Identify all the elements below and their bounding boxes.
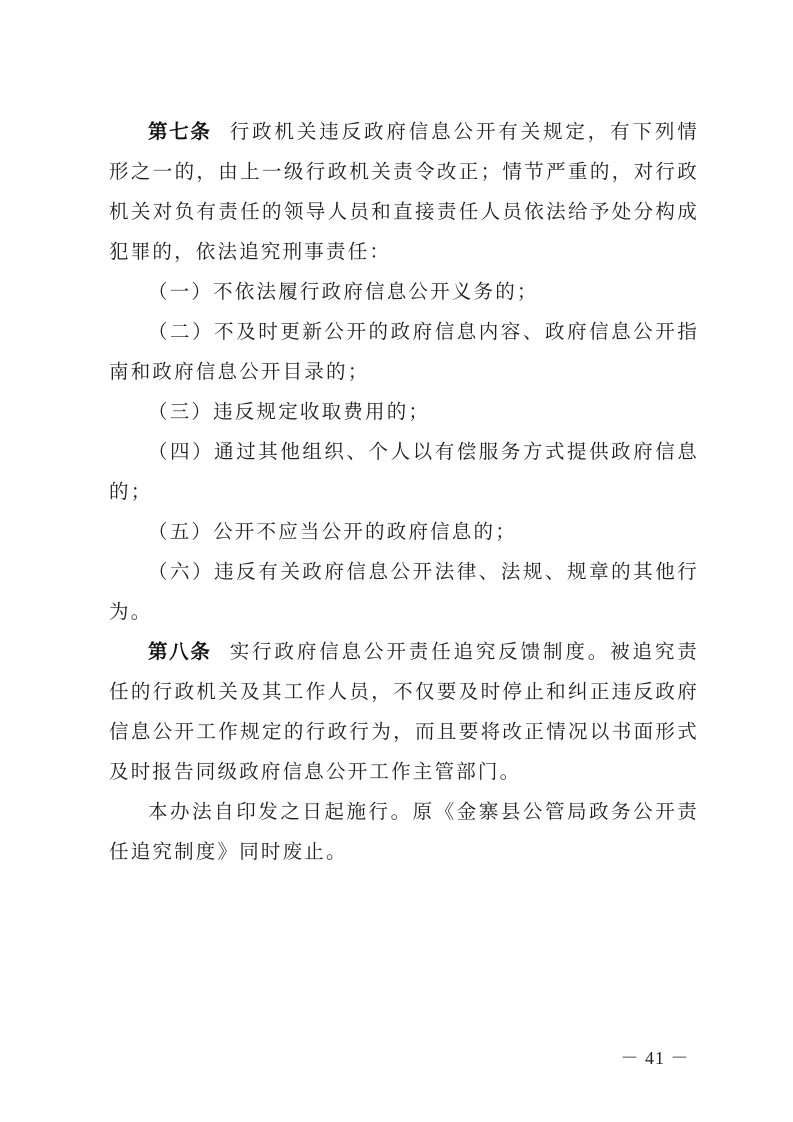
article-7-intro: 行政机关违反政府信息公开有关规定，有下列情形之一的，由上一级行政机关责令改正；情节严重的，对行政机关对负有责任的领导人员和直接责任人员依法给予处分构成犯罪的，依法追究刑事责任： [109, 120, 699, 263]
article-7-item-5: （五）公开不应当公开的政府信息的； [148, 520, 517, 543]
closing-paragraph: 本办法自印发之日起施行。原《金寨县公管局政务公开责任追究制度》同时废止。 [109, 800, 699, 863]
article-7-heading: 第七条 [148, 120, 212, 143]
article-8-heading: 第八条 [148, 640, 212, 663]
article-7-item-1: （一）不依法履行政府信息公开义务的； [148, 280, 539, 303]
page-number: － 41 － [620, 1048, 690, 1068]
article-7-item-3: （三）违反规定收取费用的； [148, 400, 431, 423]
article-8-paragraph [109, 632, 699, 792]
article-7-item-4: （四）通过其他组织、个人以有偿服务方式提供政府信息的； [109, 440, 699, 503]
article-8-body: 实行政府信息公开责任追究反馈制度。被追究责任的行政机关及其工作人员，不仅要及时停止和纠正违反政府信息公开工作规定的行政行为，而且要将改正情况以书面形式及时报告同级政府信息公开工作主管部门。 [109, 640, 699, 783]
article-7-item-6: （六）违反有关政府信息公开法律、法规、规章的其他行为。 [109, 560, 699, 623]
document-body [109, 112, 699, 872]
article-7-paragraph [109, 112, 699, 272]
article-7-item-2: （二）不及时更新公开的政府信息内容、政府信息公开指南和政府信息公开目录的； [109, 320, 699, 383]
